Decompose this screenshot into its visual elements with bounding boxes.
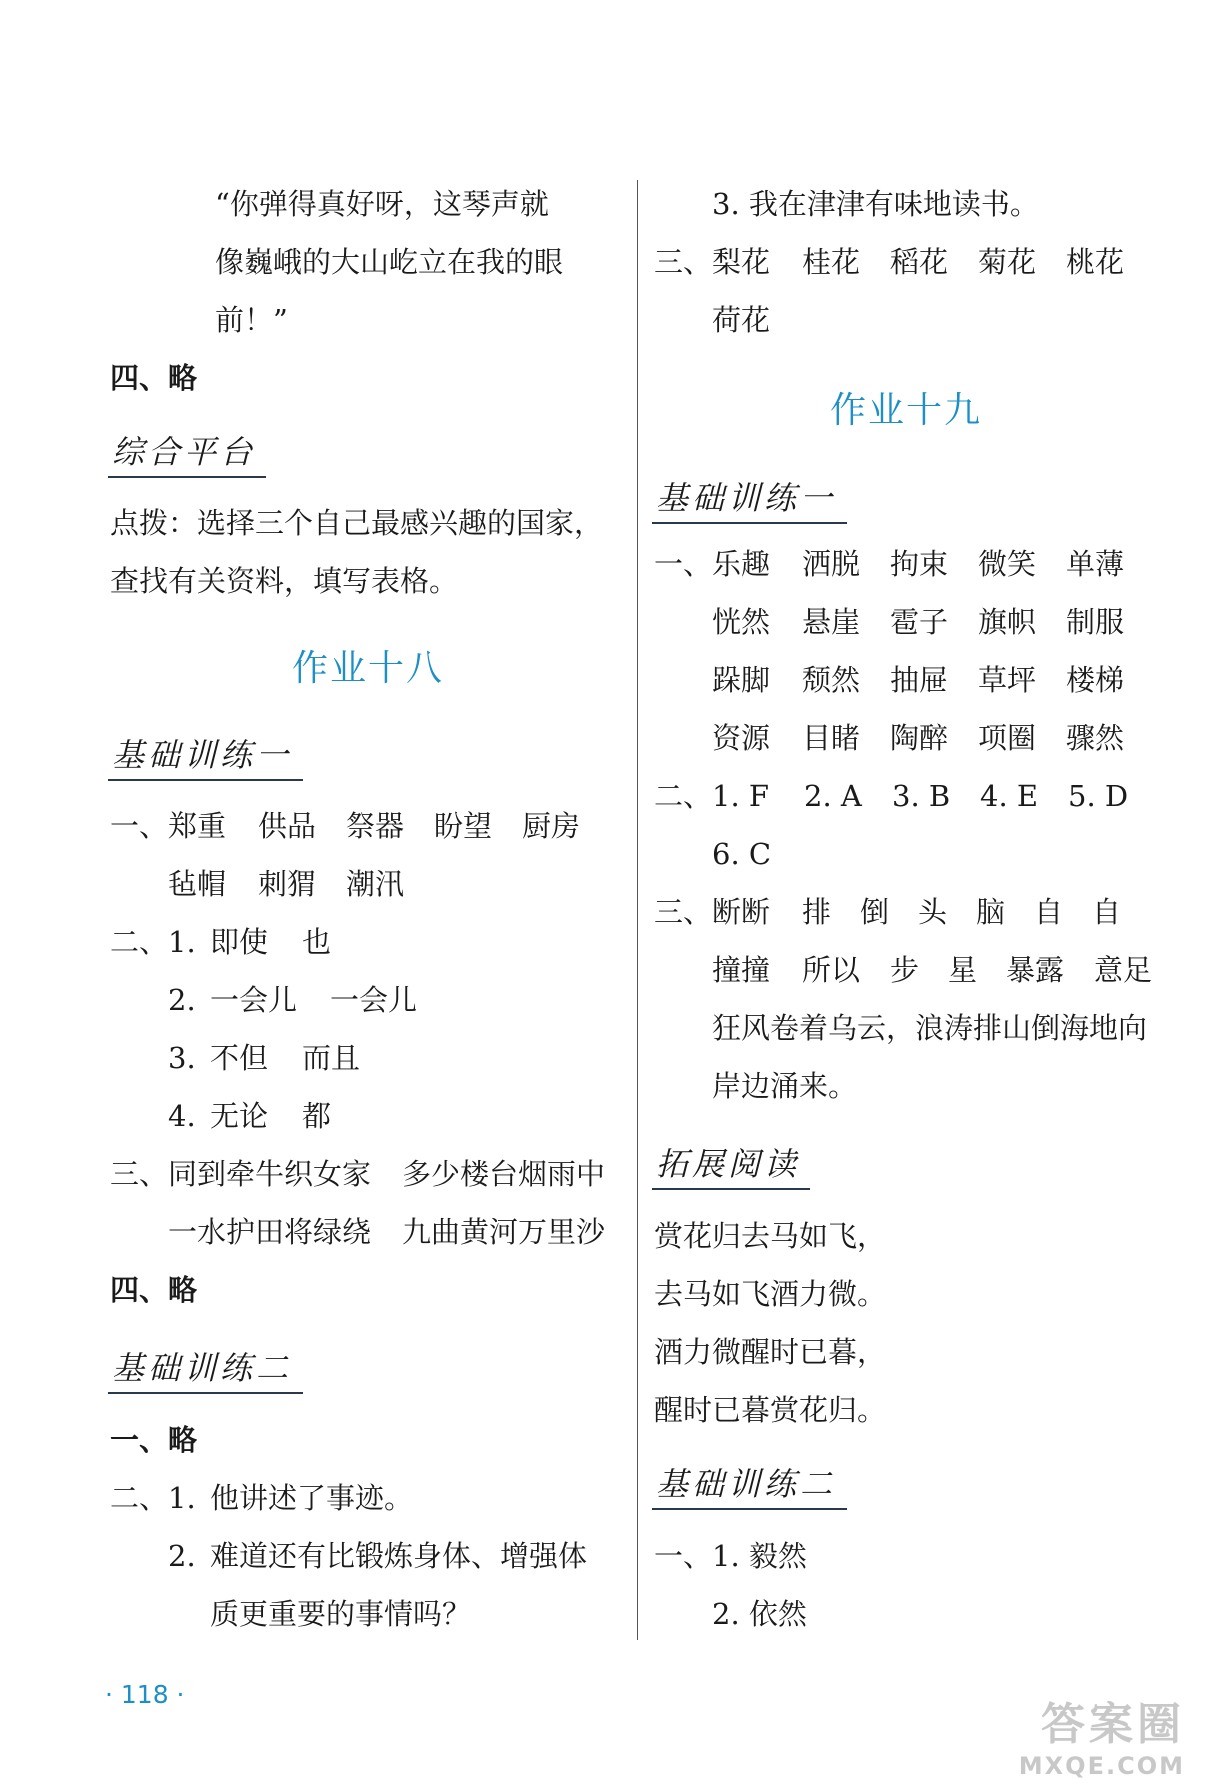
- r-san2-row-4: 岸边涌来。: [712, 1069, 858, 1103]
- section-underline: [652, 1188, 810, 1190]
- s1-yi-row-2: 毡帽 刺猬 潮汛: [168, 867, 405, 901]
- r-san2-row-1: 三、断断 排 倒 头 脑 自 自: [654, 895, 1122, 929]
- s1-er-3: 3. 不但 而且: [168, 1041, 361, 1075]
- r-san2-row-3: 狂风卷着乌云，浪涛排山倒海地向: [712, 1011, 1148, 1045]
- r-san-row-1: 三、梨花 桂花 稻花 菊花 桃花: [654, 245, 1125, 279]
- section-underline: [108, 476, 266, 478]
- r-yi-row-2: 恍然 悬崖 雹子 旗帜 制服: [712, 605, 1125, 639]
- r-er-row-2: 6. C: [712, 837, 772, 871]
- section-underline: [108, 1392, 303, 1394]
- r-yi-row-1: 一、乐趣 洒脱 拘束 微笑 单薄: [654, 547, 1125, 581]
- dianbo-line-2: 查找有关资料，填写表格。: [110, 564, 459, 598]
- quote-line-1: “你弹得真好呀，这琴声就: [215, 187, 549, 221]
- r-yi-row-4: 资源 目睹 陶醉 项圈 骤然: [712, 721, 1125, 755]
- poem-line-3: 酒力微醒时已暮，: [654, 1335, 887, 1369]
- quote-line-2: 像巍峨的大山屹立在我的眼: [215, 245, 564, 279]
- r-yi-row-3: 跺脚 颓然 抽屉 草坪 楼梯: [712, 663, 1125, 697]
- watermark-logo-text: 答案圈: [1041, 1699, 1185, 1750]
- watermark: [1019, 1688, 1185, 1780]
- s1-er-1: 二、1. 即使 也: [110, 925, 332, 959]
- r-b2-2: 2. 依然: [712, 1597, 807, 1631]
- r-answer-3: 3. 我在津津有味地读书。: [712, 187, 1039, 221]
- section-underline: [652, 1508, 847, 1510]
- section-title-zonghe: 综合平台: [112, 433, 257, 471]
- r-san-row-2: 荷花: [712, 303, 771, 337]
- answer-si-lue-2: 四、略: [110, 1273, 198, 1307]
- s2-yi: 一、略: [110, 1423, 198, 1457]
- section-title-jichu1: 基础训练一: [112, 736, 293, 774]
- homework-18-title: 作业十八: [292, 648, 445, 689]
- poem-line-2: 去马如飞酒力微。: [654, 1277, 887, 1311]
- s1-er-2: 2. 一会儿 一会儿: [168, 983, 418, 1017]
- s2-er-1: 二、1. 他讲述了事迹。: [110, 1481, 414, 1515]
- column-divider: [637, 180, 638, 1640]
- poem-line-4: 醒时已暮赏花归。: [654, 1393, 887, 1427]
- s1-san-row-2: 一水护田将绿绕 九曲黄河万里沙: [168, 1215, 606, 1249]
- section-underline: [652, 522, 847, 524]
- section-title-jichu2: 基础训练二: [112, 1349, 293, 1387]
- page-number: · 118 ·: [105, 1680, 185, 1709]
- homework-19-title: 作业十九: [830, 390, 983, 431]
- r-section-title-jichu2: 基础训练二: [656, 1465, 837, 1503]
- watermark-url: MXQE.COM: [1018, 1752, 1185, 1780]
- s1-yi-row-1: 一、郑重 供品 祭器 盼望 厨房: [110, 809, 581, 843]
- r-section-title-jichu1: 基础训练一: [656, 479, 837, 517]
- s1-er-4: 4. 无论 都: [168, 1099, 332, 1133]
- quote-line-3: 前！”: [215, 303, 288, 337]
- answer-si-lue: 四、略: [110, 361, 198, 395]
- r-b2-1: 一、1. 毅然: [654, 1539, 807, 1573]
- s2-er-2-cont: 质更重要的事情吗？: [210, 1597, 472, 1631]
- section-underline: [108, 779, 303, 781]
- dianbo-line-1: 点拨：选择三个自己最感兴趣的国家，: [110, 506, 604, 540]
- section-title-tuozhan: 拓展阅读: [656, 1145, 801, 1183]
- r-san2-row-2: 撞撞 所以 步 星 暴露 意足: [712, 953, 1153, 987]
- s1-san-row-1: 三、同到牵牛织女家 多少楼台烟雨中: [110, 1157, 606, 1191]
- r-er-row-1: 二、1. F 2. A 3. B 4. E 5. D: [654, 779, 1129, 813]
- poem-line-1: 赏花归去马如飞，: [654, 1219, 887, 1253]
- s2-er-2: 2. 难道还有比锻炼身体、增强体: [168, 1539, 588, 1573]
